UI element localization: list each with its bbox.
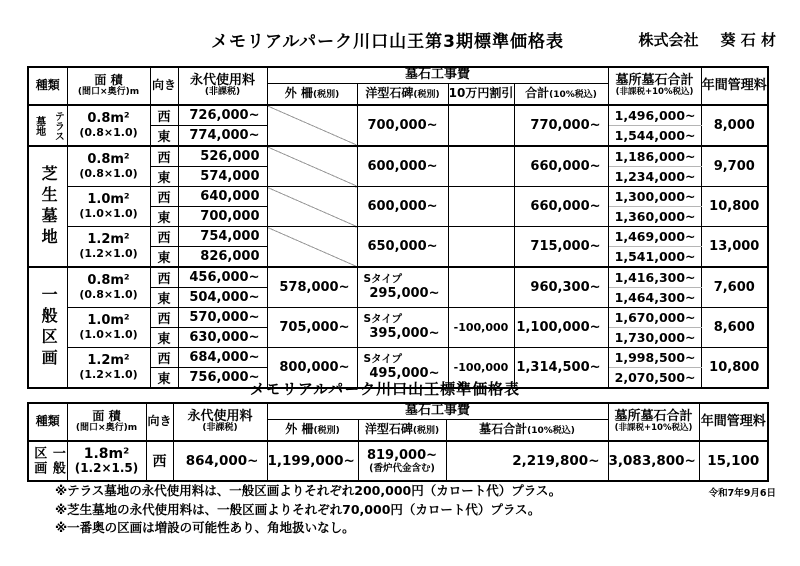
header-fence-note: (税別) xyxy=(313,425,340,436)
area-size: 1.0m² xyxy=(87,312,130,328)
area-dims: (1.2×1.0) xyxy=(79,367,138,381)
table-row xyxy=(28,187,768,207)
direction-cell: 西 xyxy=(150,187,178,207)
direction-cell: 西 xyxy=(150,105,178,126)
header-perpetual-main: 永代使用料 xyxy=(189,72,255,88)
group-label-general2-right: 一般 xyxy=(49,446,65,476)
annual-fee-cell: 8,000 xyxy=(701,105,768,146)
perpetual-fee-cell: 574,000 xyxy=(178,167,267,187)
table-row xyxy=(28,227,768,247)
fence-price-cell: 578,000~ xyxy=(267,267,357,308)
stone-price-cell xyxy=(358,441,446,481)
header-grand-total xyxy=(608,67,701,105)
company-prefix: 株式会社 xyxy=(638,31,699,49)
header-perpetual-sub: (非課税) xyxy=(202,423,238,434)
stone-price: 495,000~ xyxy=(369,366,440,381)
annual-fee-cell: 7,600 xyxy=(701,267,768,308)
area-dims: (1.2×1.0) xyxy=(79,246,138,260)
grand-total-cell: 1,360,000~ xyxy=(608,207,701,227)
stone-price-cell: 700,000~ xyxy=(357,105,448,146)
table-row xyxy=(28,441,768,481)
footnote-lawn: ※芝生墓地の永代使用料は、一般区画よりそれぞれ70,000円（カロート代）プラス。 xyxy=(55,501,541,517)
stone-price-cell: 650,000~ xyxy=(357,227,448,268)
direction-cell: 西 xyxy=(146,441,173,481)
header-stone-note: (税別) xyxy=(412,425,440,436)
total-cell: 1,100,000~ xyxy=(514,308,608,348)
grand-total-cell: 1,416,300~ xyxy=(608,267,701,288)
header-direction: 向き xyxy=(146,403,173,441)
header-perpetual-sub: (非課税) xyxy=(204,87,241,98)
header-construction: 墓石工事費 xyxy=(267,403,608,419)
discount-cell xyxy=(448,227,514,268)
direction-cell: 東 xyxy=(150,207,178,227)
area-cell xyxy=(67,441,146,481)
header-stone-main: 洋型石碑 xyxy=(364,421,413,436)
header-total xyxy=(514,83,608,105)
stone-price-cell: 600,000~ xyxy=(357,146,448,187)
perpetual-fee-cell: 774,000~ xyxy=(178,126,267,147)
area-dims: (0.8×1.0) xyxy=(79,287,138,301)
header-type: 種類 xyxy=(28,403,67,441)
area-cell xyxy=(67,187,150,227)
stone-price-cell xyxy=(357,308,448,348)
direction-cell: 西 xyxy=(150,267,178,288)
group-label-terrace-left: 墓地 xyxy=(33,115,45,136)
header-stone xyxy=(357,83,448,105)
header-fence xyxy=(267,419,358,441)
header-stone-total xyxy=(446,419,608,441)
grand-total-cell: 1,496,000~ xyxy=(608,105,701,126)
direction-cell: 東 xyxy=(150,247,178,268)
grand-total-cell: 1,186,000~ xyxy=(608,146,701,167)
stone-price: 295,000~ xyxy=(369,286,440,301)
fence-cell-empty xyxy=(267,187,357,227)
group-label-terrace xyxy=(28,105,67,146)
area-dims: (0.8×1.0) xyxy=(79,125,138,139)
header-fence-main: 外 柵 xyxy=(285,421,314,436)
direction-cell: 東 xyxy=(150,328,178,348)
discount-cell: -100,000 xyxy=(448,308,514,348)
discount-cell xyxy=(448,146,514,187)
header-grand-sub: (非課税+10%税込) xyxy=(615,87,694,98)
grand-total-cell: 1,998,500~ xyxy=(608,348,701,368)
stone-total-cell: 2,219,800~ xyxy=(446,441,608,481)
annual-fee-cell: 9,700 xyxy=(701,146,768,187)
direction-cell: 西 xyxy=(150,146,178,167)
perpetual-fee-cell: 570,000~ xyxy=(178,308,267,328)
header-area-main: 面 積 xyxy=(94,73,123,88)
company-label: 葵 石 材 xyxy=(720,31,776,49)
perpetual-fee-cell: 700,000 xyxy=(178,207,267,227)
footnote-terrace: ※テラス墓地の永代使用料は、一般区画よりそれぞれ200,000円（カロート代）プラス。 xyxy=(55,483,562,498)
discount-cell xyxy=(448,267,514,308)
header-area-main: 面 積 xyxy=(92,409,121,424)
price-table-phase3 xyxy=(27,66,769,389)
footnotes xyxy=(55,483,561,539)
header-annual: 年間管理料 xyxy=(699,403,768,441)
header-construction: 墓石工事費 xyxy=(267,67,608,83)
page-title: メモリアルパーク川口山王第3期標準価格表 xyxy=(211,32,564,52)
direction-cell: 西 xyxy=(150,227,178,247)
group-label-lawn-text: 芝生墓地 xyxy=(39,164,59,249)
grand-total-cell: 1,730,000~ xyxy=(608,328,701,348)
area-dims: (1.2×1.5) xyxy=(74,461,139,476)
header-grand-total xyxy=(608,403,699,441)
header-grand-sub: (非課税+10%税込) xyxy=(614,423,693,434)
header-fence xyxy=(267,83,357,105)
table-row xyxy=(28,146,768,167)
header-annual: 年間管理料 xyxy=(701,67,768,105)
table-row xyxy=(28,308,768,328)
header-stone-total-note: (10%税込) xyxy=(527,425,575,436)
group-label-terrace-right: テラス xyxy=(52,110,64,141)
annual-fee-cell: 10,800 xyxy=(701,187,768,227)
perpetual-fee-cell: 684,000~ xyxy=(178,348,267,368)
grand-total-cell: 1,544,000~ xyxy=(608,126,701,147)
second-table-title: メモリアルパーク川口山王標準価格表 xyxy=(249,380,521,398)
stone-price: 395,000~ xyxy=(369,326,440,341)
table-row xyxy=(28,348,768,368)
grand-total-cell: 1,300,000~ xyxy=(608,187,701,207)
perpetual-fee-cell: 756,000~ xyxy=(178,368,267,389)
header-area-sub: (間口×奥行)m xyxy=(77,86,140,97)
area-dims: (1.0×1.0) xyxy=(79,327,138,341)
fence-cell-empty xyxy=(267,227,357,268)
area-cell xyxy=(67,227,150,268)
area-cell xyxy=(67,308,150,348)
direction-cell: 東 xyxy=(150,288,178,308)
area-size: 1.2m² xyxy=(87,231,130,247)
area-cell xyxy=(67,105,150,146)
header-direction: 向き xyxy=(150,67,178,105)
area-size: 0.8m² xyxy=(87,151,130,167)
area-cell xyxy=(67,267,150,308)
stone-price: 819,000~ xyxy=(366,447,438,463)
grand-total-cell: 1,670,000~ xyxy=(608,308,701,328)
header-perpetual xyxy=(178,67,267,105)
area-size: 0.8m² xyxy=(87,272,130,288)
total-cell: 715,000~ xyxy=(514,227,608,268)
header-fence-main: 外 柵 xyxy=(284,85,313,100)
header-area-sub: (間口×奥行)m xyxy=(75,422,138,433)
area-dims: (1.0×1.0) xyxy=(79,206,138,220)
fence-cell-empty xyxy=(267,146,357,187)
table-row xyxy=(28,267,768,288)
direction-cell: 東 xyxy=(150,368,178,389)
stone-type-label: Sタイプ xyxy=(363,313,403,326)
perpetual-fee-cell: 630,000~ xyxy=(178,328,267,348)
total-cell: 660,000~ xyxy=(514,146,608,187)
header-total-main: 合計 xyxy=(525,85,550,100)
discount-cell xyxy=(448,187,514,227)
header-stone-note: (税別) xyxy=(413,89,440,100)
fence-price-cell: 800,000~ xyxy=(267,348,357,389)
area-size: 1.2m² xyxy=(87,352,130,368)
direction-cell: 西 xyxy=(150,308,178,328)
total-cell: 770,000~ xyxy=(514,105,608,146)
header-total-note: (10%税込) xyxy=(549,89,597,100)
group-label-lawn xyxy=(28,146,67,267)
discount-cell xyxy=(448,105,514,146)
area-size: 1.0m² xyxy=(87,191,130,207)
header-grand-main: 墓所墓石合計 xyxy=(614,409,693,425)
area-size: 0.8m² xyxy=(87,110,130,126)
area-dims: (0.8×1.0) xyxy=(79,166,138,180)
annual-fee-cell: 15,100 xyxy=(699,441,768,481)
footnote-corner: ※一番奥の区画は増設の可能性あり、角地扱いなし。 xyxy=(55,520,355,536)
header-discount: 10万円割引 xyxy=(448,83,514,105)
fence-cell-empty xyxy=(267,105,357,146)
header-row-1 xyxy=(28,403,768,419)
stone-price-note: (香炉代金含む) xyxy=(369,463,435,475)
stone-price-cell: 600,000~ xyxy=(357,187,448,227)
total-cell: 960,300~ xyxy=(514,267,608,308)
area-size: 1.8m² xyxy=(83,446,130,463)
grand-total-cell: 3,083,800~ xyxy=(608,441,699,481)
grand-total-cell: 1,234,000~ xyxy=(608,167,701,187)
perpetual-fee-cell: 754,000 xyxy=(178,227,267,247)
perpetual-fee-cell: 640,000 xyxy=(178,187,267,207)
total-cell: 660,000~ xyxy=(514,187,608,227)
stone-price-cell xyxy=(357,267,448,308)
fence-price-cell: 705,000~ xyxy=(267,308,357,348)
group-label-general2-left: 区画 xyxy=(31,446,47,476)
total-cell: 1,314,500~ xyxy=(514,348,608,389)
perpetual-fee-cell: 526,000 xyxy=(178,146,267,167)
grand-total-cell: 1,541,000~ xyxy=(608,247,701,268)
stone-type-label: Sタイプ xyxy=(363,273,403,286)
area-cell xyxy=(67,146,150,187)
perpetual-fee-cell: 826,000 xyxy=(178,247,267,268)
header-row-1 xyxy=(28,67,768,83)
header-fence-note: (税別) xyxy=(312,89,340,100)
perpetual-fee-cell: 456,000~ xyxy=(178,267,267,288)
header-perpetual-main: 永代使用料 xyxy=(187,408,253,424)
annual-fee-cell: 8,600 xyxy=(701,308,768,348)
group-label-general-text: 一般区画 xyxy=(39,285,59,370)
annual-fee-cell: 13,000 xyxy=(701,227,768,268)
perpetual-fee-cell: 726,000~ xyxy=(178,105,267,126)
header-grand-main: 墓所墓石合計 xyxy=(615,73,694,89)
header-perpetual xyxy=(173,403,267,441)
direction-cell: 東 xyxy=(150,167,178,187)
grand-total-cell: 2,070,500~ xyxy=(608,368,701,389)
header-area xyxy=(67,67,150,105)
perpetual-fee-cell: 864,000~ xyxy=(173,441,267,481)
grand-total-cell: 1,464,300~ xyxy=(608,288,701,308)
grand-total-cell: 1,469,000~ xyxy=(608,227,701,247)
company-name xyxy=(639,29,776,50)
header-stone-main: 洋型石碑 xyxy=(365,85,414,100)
document-date: 令和7年9月6日 xyxy=(708,488,776,499)
perpetual-fee-cell: 504,000~ xyxy=(178,288,267,308)
price-table-standard xyxy=(27,402,769,482)
annual-fee-cell: 10,800 xyxy=(701,348,768,389)
header-stone-total-main: 墓石合計 xyxy=(479,421,528,436)
direction-cell: 西 xyxy=(150,348,178,368)
header-area xyxy=(67,403,146,441)
direction-cell: 東 xyxy=(150,126,178,147)
group-label-general2 xyxy=(28,441,67,481)
fence-price-cell: 1,199,000~ xyxy=(267,441,358,481)
discount-cell: -100,000 xyxy=(448,348,514,389)
group-label-general xyxy=(28,267,67,388)
header-type: 種類 xyxy=(28,67,67,105)
table-row xyxy=(28,105,768,126)
header-stone xyxy=(358,419,446,441)
stone-type-label: Sタイプ xyxy=(363,353,403,366)
